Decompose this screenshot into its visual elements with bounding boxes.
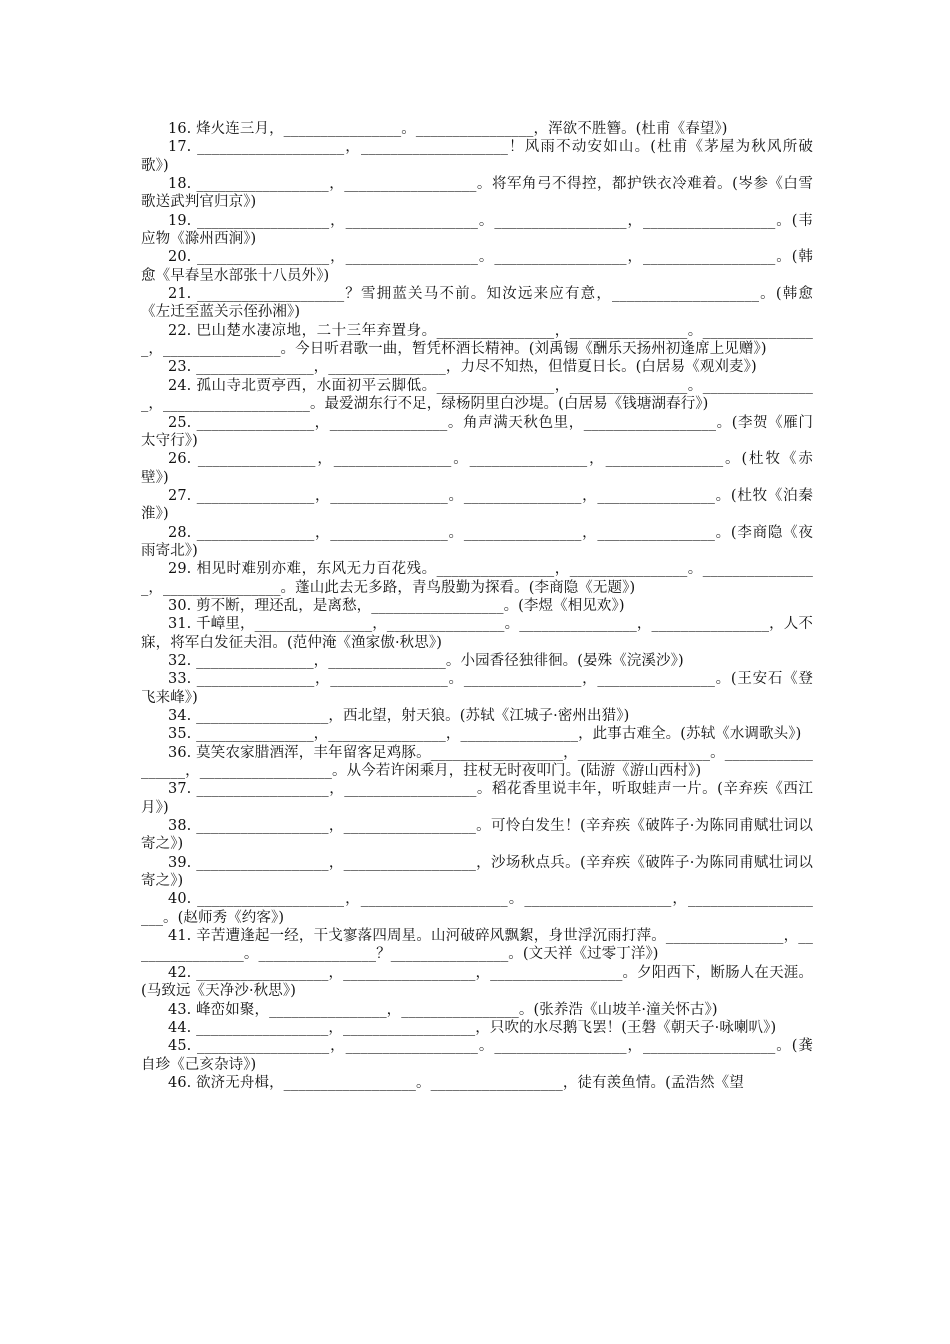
exercise-item-16: 16. 烽火连三月，________________。________________，浑欲不胜簪。(杜甫《春望》) [168,121,728,137]
exercise-item-25: 25. ________________，________________。角声满天秋色里，__________________。(李贺《雁门太守行》) [141,414,813,449]
exercise-item-30: 30. 剪不断，理还乱，是离愁，__________________。(李煜《相见欢》) [168,597,625,614]
exercise-item-34: 34. __________________，西北望，射天狼。(苏轼《江城子·密州出猎》) [168,708,630,724]
exercise-item-21: 21. ____________________？雪拥蓝关马不前。知汝远来应有意，____________________。(韩愈《左迁至蓝关示侄孙湘》) [141,286,813,321]
exercise-item-36: 36. 莫笑农家腊酒浑，丰年留客足鸡豚。__________________，__________________。__________________，__________________。从今若许闲乘月，拄杖无时夜叩门。(陆游《游山西村》) [141,744,813,780]
exercise-item-17: 17. ____________________，____________________！风雨不动安如山。(杜甫《茅屋为秋风所破歌》) [141,139,813,174]
exercise-item-27: 27. ________________，________________。________________，________________。(杜牧《泊秦淮》) [141,487,813,523]
exercise-item-24: 24. 孤山寺北贾亭西，水面初平云脚低。________________，________________。________________，____________________。最爱湖东行不足，绿杨阴里白沙堤。(白居易《钱塘湖春行》) [141,377,813,413]
exercise-page [141,120,813,1092]
exercise-item-40: 40. ____________________，____________________。____________________，____________________。(赵师秀《约客》) [141,891,813,926]
exercise-item-41: 41. 辛苦遭逢起一经，干戈寥落四周星。山河破碎风飘絮，身世浮沉雨打萍。________________，________________。________________？________________。(文天祥《过零丁洋》) [141,928,813,963]
exercise-item-39: 39. __________________，__________________，沙场秋点兵。(辛弃疾《破阵子·为陈同甫赋壮词以寄之》) [141,854,813,890]
exercise-item-22: 22. 巴山楚水凄凉地，二十三年弃置身。________________，________________。________________，________________。今日听君歌一曲，暂凭杯酒长精神。(刘禹锡《酬乐天扬州初逢席上见赠》) [141,322,813,358]
exercise-item-46: 46. 欲济无舟楫，__________________。__________________，徒有羡鱼情。(孟浩然《望 [168,1074,744,1091]
exercise-item-29: 29. 相见时难别亦难，东风无力百花残。________________，________________。________________，________________。蓬山此去无多路，青鸟殷勤为探看。(李商隐《无题》) [141,561,813,596]
exercise-item-31: 31. 千嶂里，________________，________________。________________，________________，人不寐，将军白发征夫泪。(范仲淹《渔家傲·秋思》) [141,616,813,651]
exercise-item-44: 44. __________________，__________________，只吹的水尽鹅飞罢！(王磐《朝天子·咏喇叭》) [168,1019,777,1036]
exercise-item-19: 19. __________________，__________________。__________________，__________________。(韦应物《滁州西涧》) [141,212,813,248]
exercise-item-23: 23. ________________，________________，力尽不知热，但惜夏日长。(白居易《观刈麦》) [168,359,757,376]
exercise-item-43: 43. 峰峦如聚，________________，________________。(张养浩《山坡羊·潼关怀古》) [168,1001,718,1018]
exercise-item-18: 18. __________________，__________________。将军角弓不得控，都护铁衣冷难着。(岑参《白雪歌送武判官归京》) [141,176,813,211]
exercise-item-26: 26. ________________，________________。________________，________________。(杜牧《赤壁》) [141,451,813,486]
exercise-item-35: 35. ________________，________________，________________，此事古难全。(苏轼《水调歌头》) [168,726,802,743]
exercise-item-37: 37. __________________，__________________。稻花香里说丰年，听取蛙声一片。(辛弃疾《西江月》) [141,781,813,816]
exercise-item-33: 33. ________________，________________。________________，________________。(王安石《登飞来峰》) [141,671,813,706]
exercise-item-42: 42. __________________，__________________，__________________。夕阳西下，断肠人在天涯。(马致远《天净沙·秋思》) [141,964,813,1000]
exercise-item-32: 32. ________________，________________。小园香径独徘徊。(晏殊《浣溪沙》) [168,652,684,669]
exercise-item-20: 20. __________________，__________________。__________________，__________________。(韩愈《早春呈水部张十八员外》) [141,249,813,284]
exercise-item-45: 45. __________________，__________________。__________________，__________________。(龚自珍《己亥杂诗》) [141,1038,813,1073]
exercise-item-38: 38. __________________，__________________。可怜白发生！(辛弃疾《破阵子·为陈同甫赋壮词以寄之》) [141,818,813,853]
exercise-item-28: 28. ________________，________________。________________，________________。(李商隐《夜雨寄北》) [141,524,813,559]
